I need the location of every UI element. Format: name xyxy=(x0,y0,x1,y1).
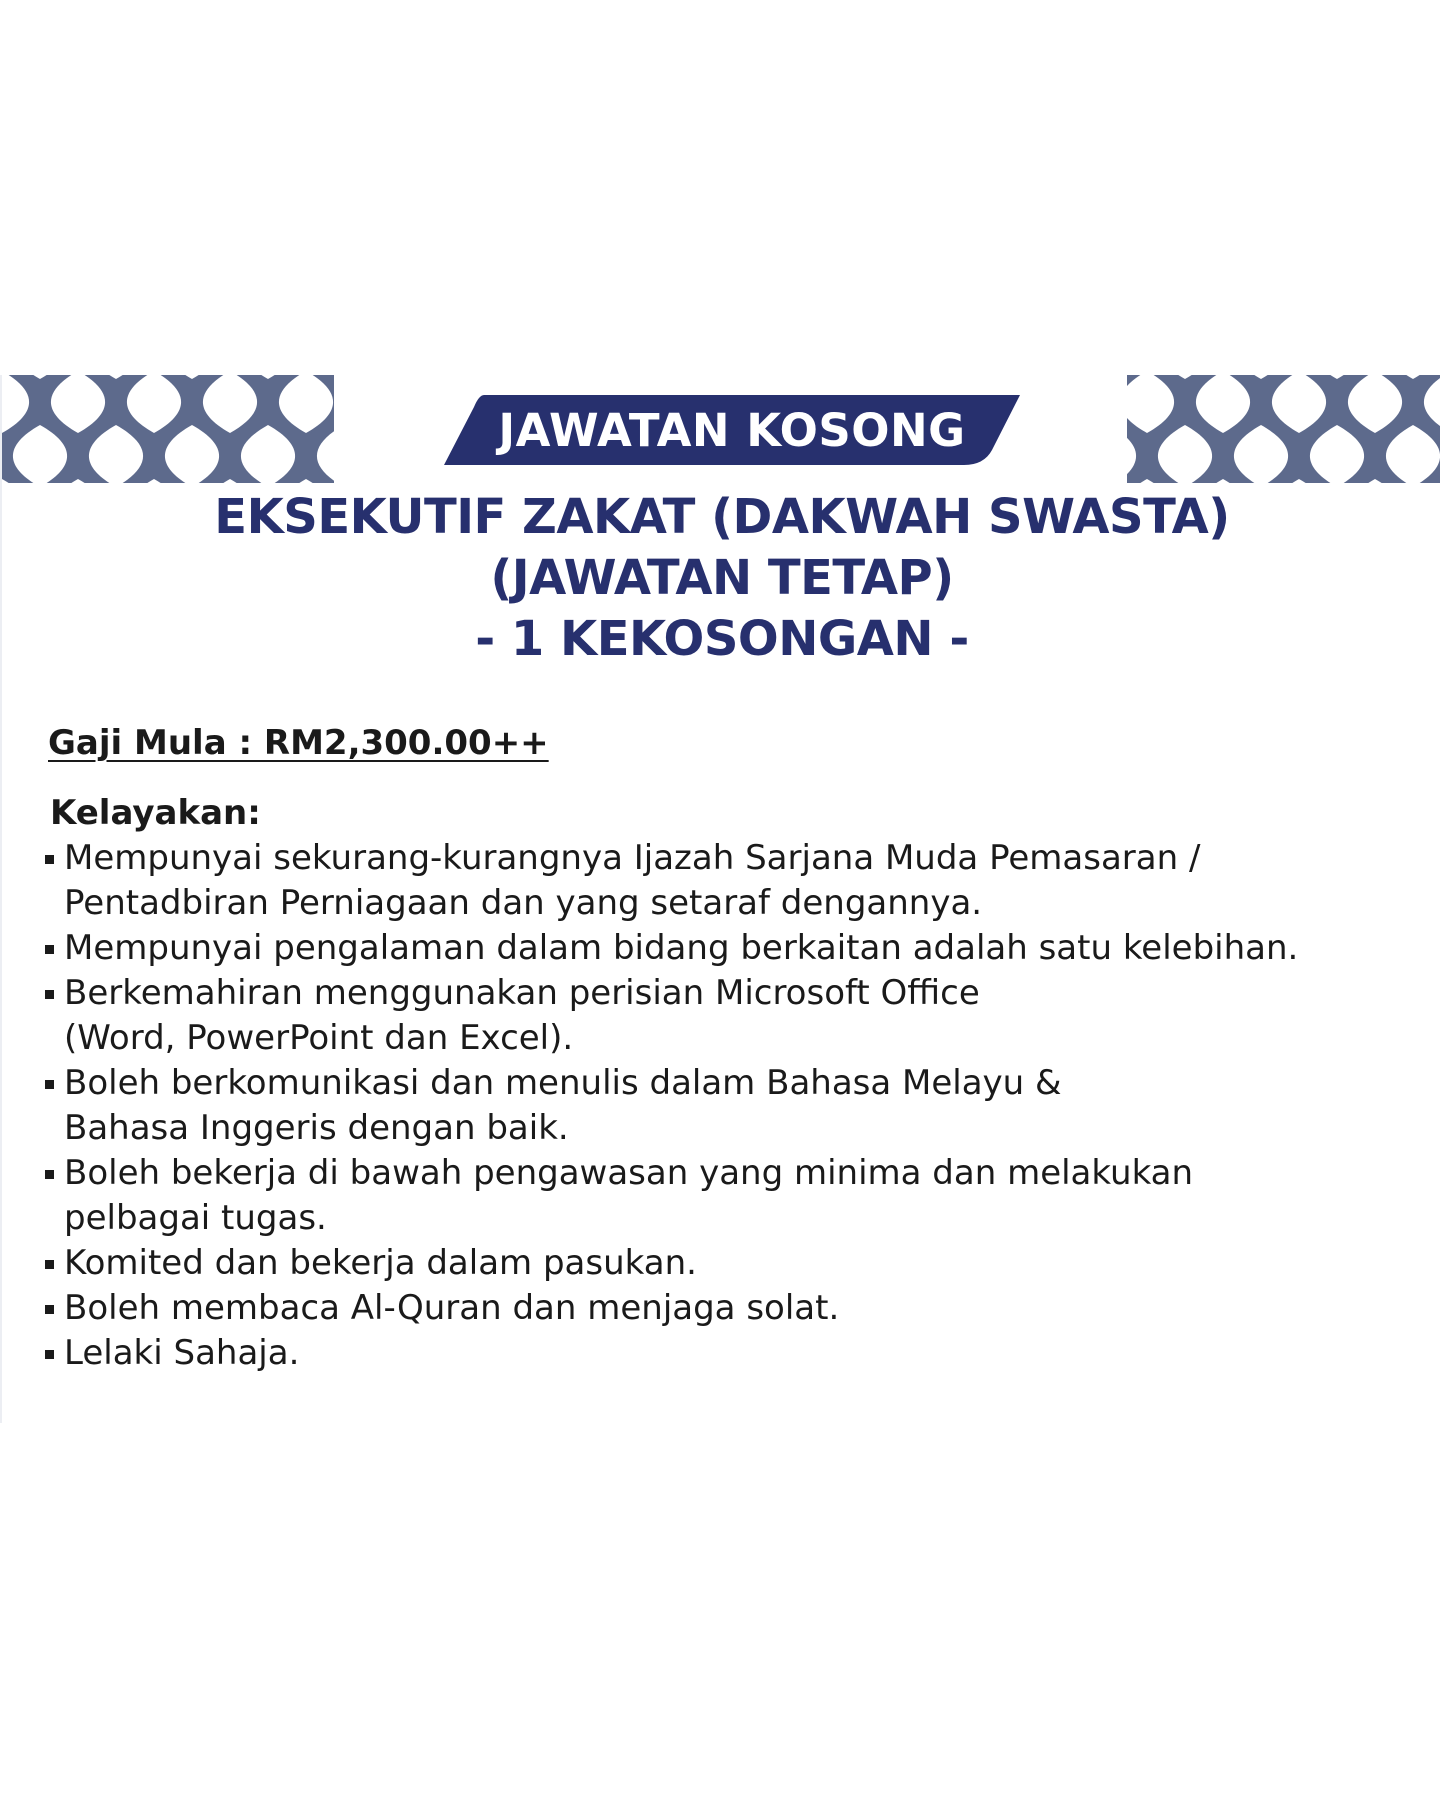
qualification-item: Mempunyai pengalaman dalam bidang berkaitan adalah satu kelebihan. xyxy=(42,926,1432,971)
bullet-icon xyxy=(45,1260,54,1269)
bullet-icon xyxy=(45,945,54,954)
qualification-item: Boleh membaca Al-Quran dan menjaga solat. xyxy=(42,1286,1432,1331)
qualification-item: Boleh bekerja di bawah pengawasan yang minima dan melakukan pelbagai tugas. xyxy=(42,1151,1432,1241)
qualifications-heading: Kelayakan: xyxy=(50,793,261,833)
qualification-item: Lelaki Sahaja. xyxy=(42,1331,1432,1376)
job-type: (JAWATAN TETAP) xyxy=(490,550,954,606)
bullet-icon xyxy=(45,855,54,864)
qualification-item: Berkemahiran menggunakan perisian Microsoft Office (Word, PowerPoint dan Excel). xyxy=(42,971,1432,1061)
job-title: EKSEKUTIF ZAKAT (DAKWAH SWASTA) xyxy=(214,489,1230,545)
qualification-item: Komited dan bekerja dalam pasukan. xyxy=(42,1241,1432,1286)
starting-salary: Gaji Mula : RM2,300.00++ xyxy=(48,723,549,763)
banner-label: JAWATAN KOSONG xyxy=(498,403,966,457)
qualification-item: Boleh berkomunikasi dan menulis dalam Bahasa Melayu & Bahasa Inggeris dengan baik. xyxy=(42,1061,1432,1151)
bullet-icon xyxy=(45,1080,54,1089)
bullet-icon xyxy=(45,1170,54,1179)
job-vacancy-poster xyxy=(0,375,1440,1423)
bullet-icon xyxy=(45,990,54,999)
vacancy-banner xyxy=(444,395,1020,465)
job-title-block xyxy=(2,487,1440,670)
qualifications-list xyxy=(42,836,1432,1376)
decorative-pattern-right xyxy=(1127,375,1440,483)
bullet-icon xyxy=(45,1350,54,1359)
qualification-item: Mempunyai sekurang-kurangnya Ijazah Sarjana Muda Pemasaran / Pentadbiran Perniagaan dan yang setaraf dengannya. xyxy=(42,836,1432,926)
decorative-pattern-left xyxy=(2,375,334,483)
vacancy-count: - 1 KEKOSONGAN - xyxy=(475,611,969,667)
bullet-icon xyxy=(45,1305,54,1314)
